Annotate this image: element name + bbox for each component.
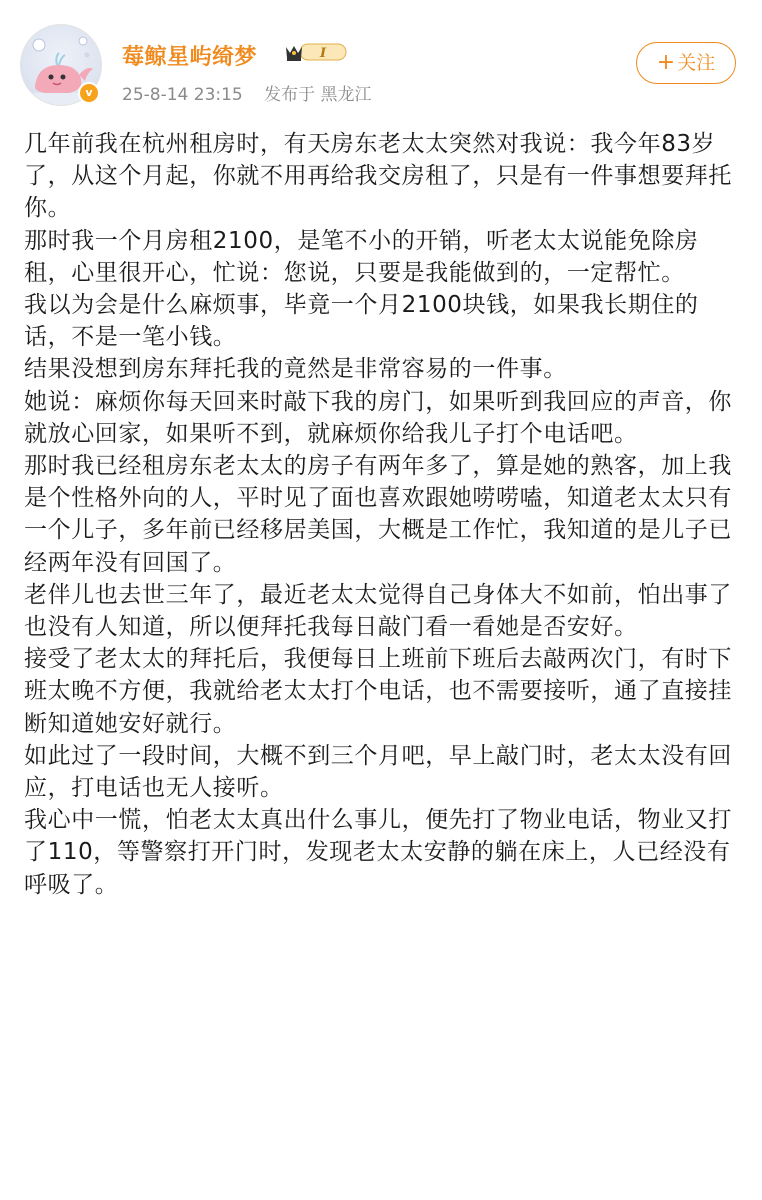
post-timestamp: 25-8-14 23:15 <box>122 85 243 105</box>
author-name[interactable]: 莓鲸星屿绮梦 <box>122 45 258 70</box>
plus-icon: + <box>656 50 676 75</box>
post-paragraph: 那时我一个月房租2100，是笔不小的开销，听老太太说能免除房租，心里很开心，忙说：您说，只要是我能做到的，一定帮忙。 <box>24 227 699 286</box>
post-paragraph: 那时我已经租房东老太太的房子有两年多了，算是她的熟客，加上我是个性格外向的人，平时见了面也喜欢跟她唠唠嗑，知道老太太只有一个儿子，多年前已经移居美国，大概是工作忙，我知道的是儿子已经两年没有回国了。 <box>24 453 732 576</box>
post-paragraph: 她说：麻烦你每天回来时敲下我的房门，如果听到我回应的声音，你就放心回家，如果听不到，就麻烦你给我儿子打个电话吧。 <box>24 388 732 447</box>
post-paragraph: 我以为会是什么麻烦事，毕竟一个月2100块钱，如果我长期住的话，不是一笔小钱。 <box>24 292 699 351</box>
post-meta <box>122 80 388 105</box>
post-paragraph: 我心中一慌，怕老太太真出什么事儿，便先打了物业电话，物业又打了110，等警察打开门时，发现老太太安静的躺在床上，人已经没有呼吸了。 <box>24 807 732 898</box>
level-badge[interactable] <box>284 41 348 63</box>
post-paragraph: 接受了老太太的拜托后，我便每日上班前下班后去敲两次门，有时下班太晚不方便，我就给老太太打个电话，也不需要接听，通了直接挂断知道她安好就行。 <box>24 646 732 737</box>
follow-label: 关注 <box>677 52 716 74</box>
verified-icon: v <box>78 82 100 104</box>
crown-level-icon <box>284 41 348 63</box>
post-paragraph: 几年前我在杭州租房时，有天房东老太太突然对我说：我今年83岁了，从这个月起，你就不用再给我交房租了，只是有一件事想要拜托你。 <box>24 131 732 222</box>
post-paragraph: 老伴儿也去世三年了，最近老太太觉得自己身体大不如前，怕出事了也没有人知道，所以便拜托我每日敲门看一看她是否安好。 <box>24 581 732 641</box>
post-header <box>0 0 762 110</box>
post-paragraph: 如此过了一段时间，大概不到三个月吧，早上敲门时，老太太没有回应，打电话也无人接听。 <box>24 742 732 802</box>
level-text: I <box>319 46 327 61</box>
post-paragraph: 结果没想到房东拜托我的竟然是非常容易的一件事。 <box>24 356 567 383</box>
post-body <box>24 128 740 901</box>
avatar[interactable] <box>20 24 102 106</box>
follow-button[interactable] <box>636 42 736 84</box>
post-location: 发布于 黑龙江 <box>264 85 372 105</box>
